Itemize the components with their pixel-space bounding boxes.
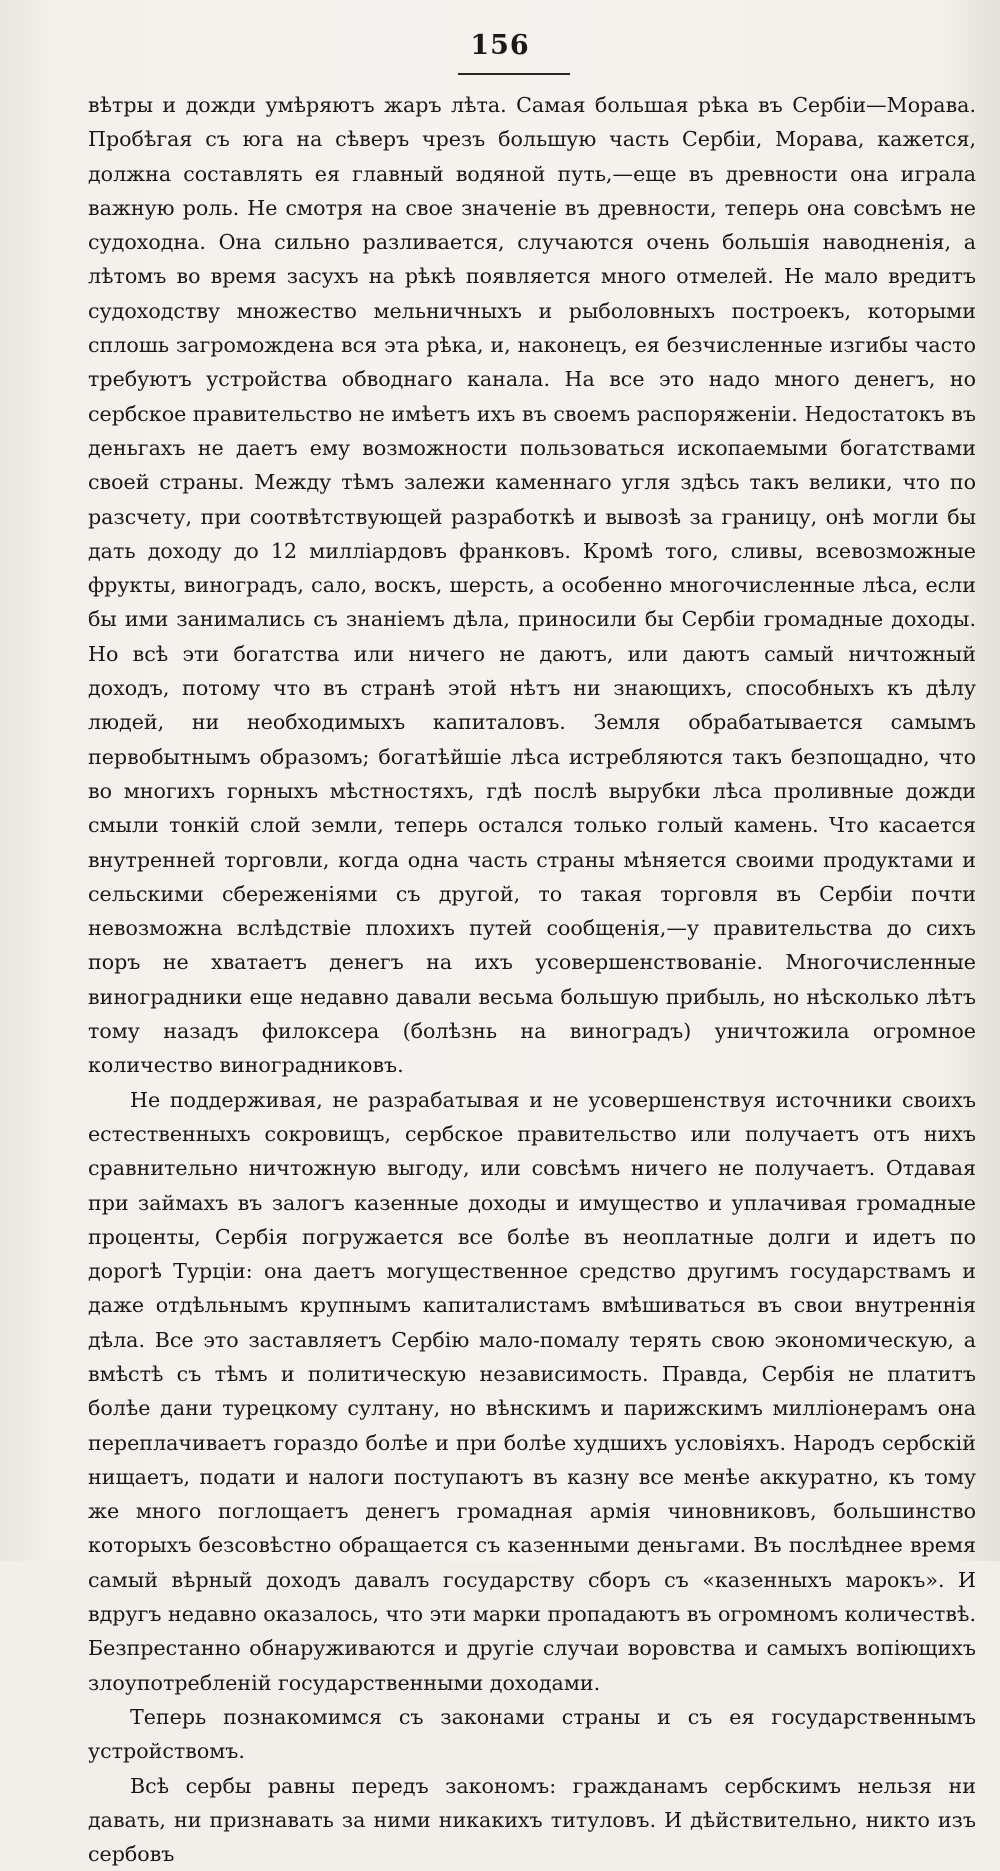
body-text (88, 88, 976, 1871)
page-number: 156 (470, 30, 530, 61)
paragraph-3: Теперь познакомимся съ законами страны и съ ея государственнымъ устройствомъ. (88, 1704, 976, 1764)
header-rule (458, 73, 570, 75)
paragraph-4: Всѣ сербы равны передъ закономъ: гражданамъ сербскимъ нельзя ни давать, ни признавать за ними никакихъ титуловъ. И дѣйствительно, никто изъ сербовъ (88, 1773, 976, 1867)
paragraph-1: вѣтры и дожди умѣряютъ жаръ лѣта. Самая большая рѣка въ Сербіи—Морава. Пробѣгая съ юга на сѣверъ чрезъ большую часть Сербіи, Морава, кажется, должна составлять ея главный водяной путь,—еще въ древности она играла важную роль. Не смотря на свое значеніе въ древности, теперь она совсѣмъ не судоходна. Она сильно разливается, случаются очень большія наводненія, а лѣтомъ во время засухъ на рѣкѣ появляется много отмелей. Не мало вредитъ судоходству множество мельничныхъ и рыболовныхъ построекъ, которыми сплошь загромождена вся эта рѣка, и, наконецъ, ея безчисленные изгибы часто требуютъ устройства обводнаго канала. На все это надо много денегъ, но сербское правительство не имѣетъ ихъ въ своемъ распоряженіи. Недостатокъ въ деньгахъ не даетъ ему возможности пользоваться ископаемыми богатствами своей страны. Между тѣмъ залежи каменнаго угля здѣсь такъ велики, что по разсчету, при соотвѣтствующей разработкѣ и вывозѣ за границу, онѣ могли бы дать доходу до 12 милліардовъ франковъ. Кромѣ того, сливы, всевозможные фрукты, виноградъ, сало, воскъ, шерсть, а особенно многочисленные лѣса, если бы ими занимались съ знаніемъ дѣла, приносили бы Сербіи громадные доходы. Но всѣ эти богатства или ничего не даютъ, или даютъ самый ничтожный доходъ, потому что въ странѣ этой нѣтъ ни знающихъ, способныхъ къ дѣлу людей, ни необходимыхъ капиталовъ. Земля обрабатывается самымъ первобытнымъ образомъ; богатѣйшіе лѣса истребляются такъ безпощадно, что во многихъ горныхъ мѣстностяхъ, гдѣ послѣ вырубки лѣса проливные дожди смыли тонкій слой земли, теперь остался только голый камень. Что касается внутренней торговли, когда одна часть страны мѣняется своими продуктами и сельскими сбереженіями съ другой, то такая торговля въ Сербіи почти невозможна вслѣдствіе плохихъ путей сообщенія,—у правительства до сихъ поръ не хватаетъ денегъ на ихъ усовершенствованіе. Многочисленные виноградники еще недавно давали весьма большую прибыль, но нѣсколько лѣтъ тому назадъ филоксера (болѣзнь на виноградъ) уничтожила огромное количество виноградниковъ. (88, 93, 976, 1078)
paragraph-2: Не поддерживая, не разрабатывая и не усовершенствуя источники своихъ естественныхъ сокровищъ, сербское правительство или получаетъ отъ нихъ сравнительно ничтожную выгоду, или совсѣмъ ничего не получаетъ. Отдавая при займахъ въ залогъ казенные доходы и имущество и уплачивая громадные проценты, Сербія погружается все болѣе въ неоплатные долги и идетъ по дорогѣ Турціи: она даетъ могущественное средство другимъ государствамъ и даже отдѣльнымъ крупнымъ капиталистамъ вмѣшиваться въ свои внутреннія дѣла. Все это заставляетъ Сербію мало-помалу терять свою экономическую, а вмѣстѣ съ тѣмъ и политическую независимость. Правда, Сербія не платитъ болѣе дани турецкому султану, но вѣнскимъ и парижскимъ милліонерамъ она переплачиваетъ гораздо болѣе и при болѣе худшихъ условіяхъ. Народъ сербскій нищаетъ, подати и налоги поступаютъ въ казну все менѣе аккуратно, къ тому же много поглощаетъ денегъ громадная армія чиновниковъ, большинство которыхъ безсовѣстно обращается съ казенными деньгами. Въ послѣднее время самый вѣрный доходъ давалъ государству сборъ съ «казенныхъ марокъ». И вдругъ недавно оказалось, что эти марки пропадаютъ въ огромномъ количествѣ. Безпрестанно обнаруживаются и другіе случаи воровства и самыхъ вопіющихъ злоупотребленій государственными доходами. (88, 1087, 976, 1695)
page-header (0, 30, 1000, 61)
